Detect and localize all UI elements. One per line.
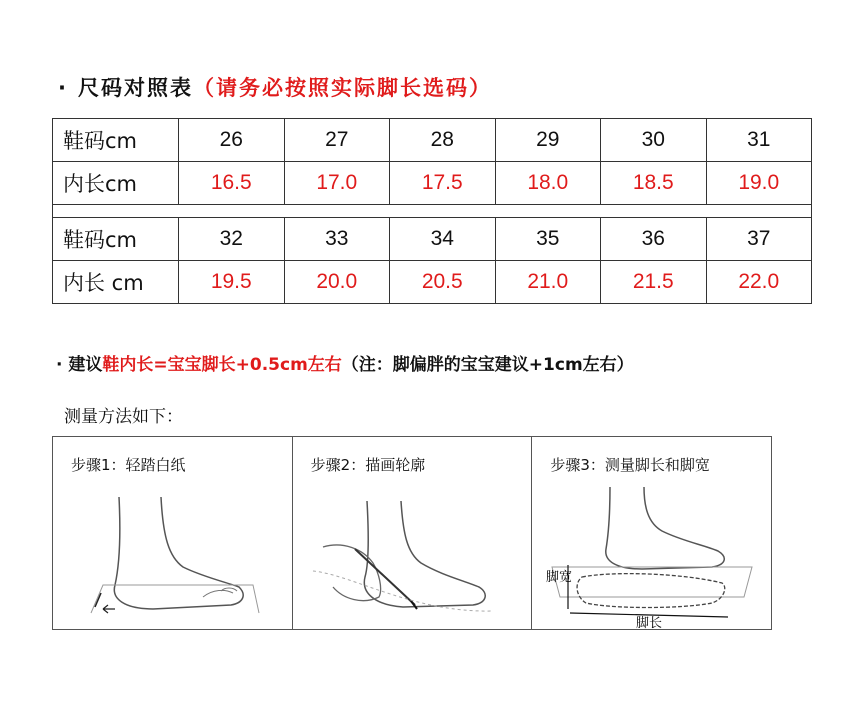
size-chart-table xyxy=(52,118,812,304)
row-label: 鞋码cm xyxy=(53,119,179,162)
row-label: 内长 cm xyxy=(53,261,179,304)
table-cell: 20.0 xyxy=(284,261,390,304)
advice-bullet: · xyxy=(56,355,63,375)
advice-highlight: 鞋内长=宝宝脚长+0.5cm左右 xyxy=(102,355,342,375)
step-3-panel xyxy=(532,437,771,629)
table-cell: 19.5 xyxy=(179,261,285,304)
foot-on-paper-illustration xyxy=(53,437,293,631)
table-cell: 28 xyxy=(390,119,496,162)
row-label: 内长cm xyxy=(53,162,179,205)
advice-prefix: 建议 xyxy=(68,355,103,375)
table-cell: 36 xyxy=(601,218,707,261)
table-row xyxy=(53,162,812,205)
table-cell: 18.0 xyxy=(495,162,601,205)
step-1-panel xyxy=(53,437,293,629)
table-cell: 27 xyxy=(284,119,390,162)
table-row xyxy=(53,119,812,162)
table-row xyxy=(53,218,812,261)
table-cell: 21.0 xyxy=(495,261,601,304)
table-cell: 20.5 xyxy=(390,261,496,304)
row-label: 鞋码cm xyxy=(53,218,179,261)
table-cell: 30 xyxy=(601,119,707,162)
step-2-label: 步骤2：描画轮廓 xyxy=(310,456,426,474)
table-spacer-row xyxy=(53,205,812,218)
table-cell: 34 xyxy=(390,218,496,261)
table-row xyxy=(53,261,812,304)
table-cell: 21.5 xyxy=(601,261,707,304)
table-cell: 18.5 xyxy=(601,162,707,205)
title-text: 尺码对照表 xyxy=(77,76,193,100)
table-cell: 33 xyxy=(284,218,390,261)
table-cell: 26 xyxy=(179,119,285,162)
table-cell: 17.0 xyxy=(284,162,390,205)
table-cell: 16.5 xyxy=(179,162,285,205)
foot-length-label: 脚长 xyxy=(636,616,663,631)
step-3-label: 步骤3：测量脚长和脚宽 xyxy=(550,456,710,474)
step-1-label: 步骤1：轻踏白纸 xyxy=(71,456,186,474)
title-note: （请务必按照实际脚长选码） xyxy=(192,76,492,100)
measuring-foot-illustration xyxy=(532,437,772,631)
page-title xyxy=(58,72,492,102)
table-cell: 35 xyxy=(495,218,601,261)
table-cell: 31 xyxy=(706,119,812,162)
table-cell: 19.0 xyxy=(706,162,812,205)
table-cell: 17.5 xyxy=(390,162,496,205)
measure-steps-panel xyxy=(52,436,772,630)
table-cell: 32 xyxy=(179,218,285,261)
tracing-outline-illustration xyxy=(293,437,533,631)
spacer-cell xyxy=(53,205,812,218)
advice-note: （注：脚偏胖的宝宝建议+1cm左右） xyxy=(341,355,634,375)
step-2-panel xyxy=(293,437,533,629)
table-cell: 37 xyxy=(706,218,812,261)
foot-width-label: 脚宽 xyxy=(546,570,573,585)
measure-title: 测量方法如下： xyxy=(64,407,183,427)
table-cell: 22.0 xyxy=(706,261,812,304)
table-cell: 29 xyxy=(495,119,601,162)
title-bullet: · xyxy=(58,76,68,100)
advice-text xyxy=(56,350,634,375)
